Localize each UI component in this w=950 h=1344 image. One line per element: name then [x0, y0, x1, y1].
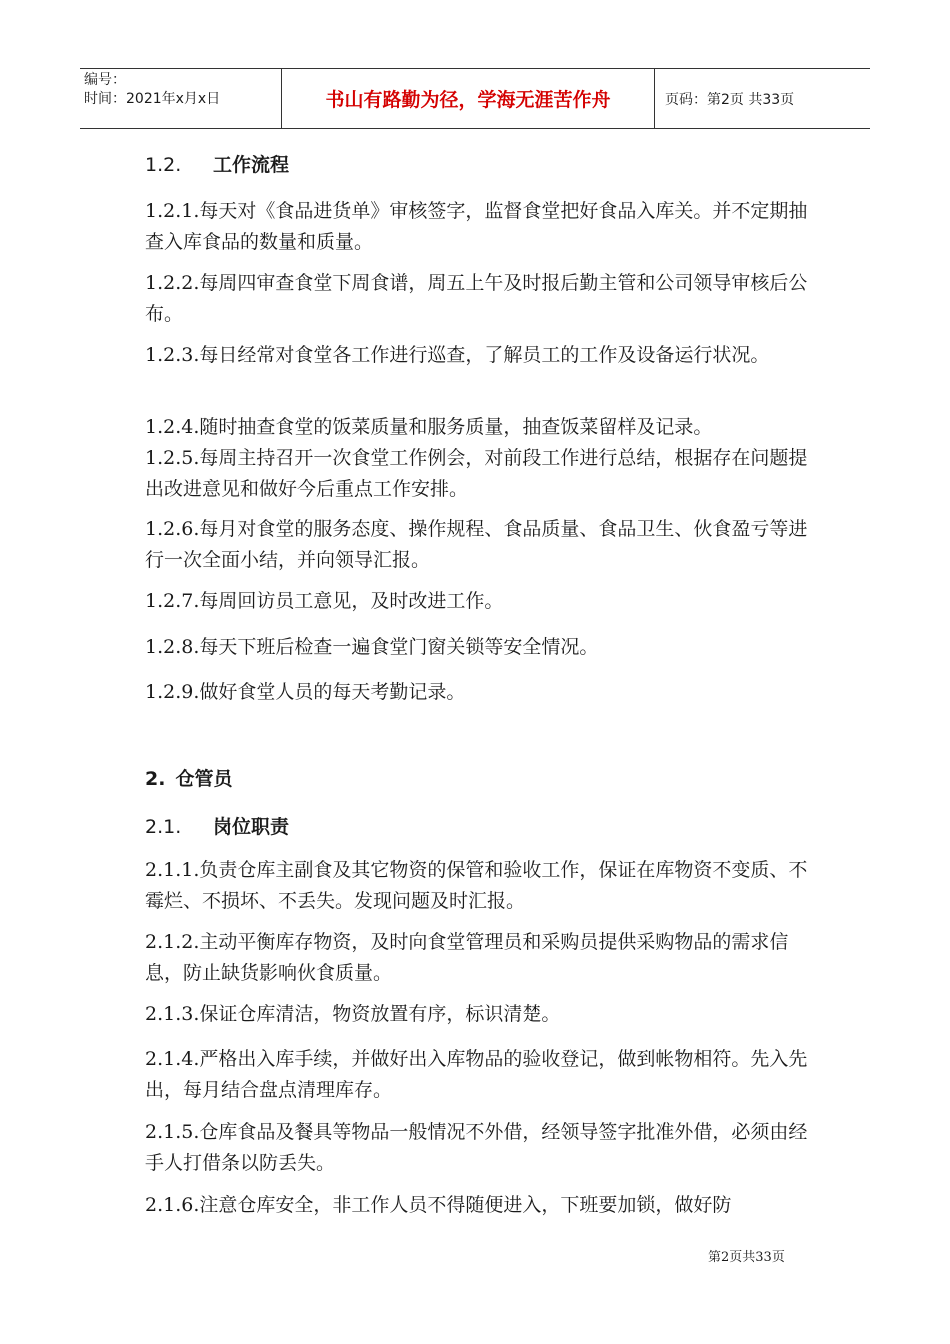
paragraph-1-2-5: 1.2.5.每周主持召开一次食堂工作例会，对前段工作进行总结，根据存在问题提出改进意见和做好今后重点工作安排。: [145, 447, 808, 500]
paragraph-1-2-4: 1.2.4.随时抽查食堂的饭菜质量和服务质量，抽查饭菜留样及记录。: [145, 416, 713, 438]
section-heading-1-2: [145, 150, 289, 181]
paragraph-1-2-6: 1.2.6.每月对食堂的服务态度、操作规程、食品质量、食品卫生、伙食盈亏等进行一次全面小结，并向领导汇报。: [145, 518, 808, 571]
paragraph-1-2-7: 1.2.7.每周回访员工意见，及时改进工作。: [145, 590, 504, 612]
section-number: 2.: [145, 768, 166, 790]
paragraph-1-2-3: 1.2.3.每日经常对食堂各工作进行巡查，了解员工的工作及设备运行状况。: [145, 344, 770, 366]
section-title: 仓管员: [175, 768, 233, 790]
paragraph-2-1-6: 2.1.6.注意仓库安全，非工作人员不得随便进入，下班要加锁，做好防: [145, 1194, 732, 1216]
section-heading-2: [145, 764, 232, 795]
header-time: 时间：2021年x月x日: [84, 91, 221, 107]
page-header: [80, 68, 870, 129]
paragraph-1-2-2: 1.2.2.每周四审查食堂下周食谱，周五上午及时报后勤主管和公司领导审核后公布。: [145, 272, 808, 325]
paragraph-1-2-8: 1.2.8.每天下班后检查一遍食堂门窗关锁等安全情况。: [145, 636, 599, 658]
paragraph-2-1-1: 2.1.1.负责仓库主副食及其它物资的保管和验收工作，保证在库物资不变质、不霉烂、不损坏、不丢失。发现问题及时汇报。: [145, 859, 808, 912]
paragraph-1-2-9: 1.2.9.做好食堂人员的每天考勤记录。: [145, 681, 466, 703]
paragraph-2-1-2: 2.1.2.主动平衡库存物资，及时向食堂管理员和采购员提供采购物品的需求信息，防止缺货影响伙食质量。: [145, 931, 789, 984]
paragraph-1-2-1: 1.2.1.每天对《食品进货单》审核签字，监督食堂把好食品入库关。并不定期抽查入库食品的数量和质量。: [145, 200, 808, 253]
section-number: 2.1.: [145, 816, 182, 838]
section-number: 1.2.: [145, 154, 182, 176]
header-page-number: 页码：第2页 共33页: [665, 91, 795, 108]
section-title: 岗位职责: [213, 816, 290, 838]
header-motto: 书山有路勤为径，学海无涯苦作舟: [282, 69, 655, 128]
paragraph-2-1-3: 2.1.3.保证仓库清洁，物资放置有序，标识清楚。: [145, 1003, 561, 1025]
paragraph-2-1-5: 2.1.5.仓库食品及餐具等物品一般情况不外借，经领导签字批准外借，必须由经手人打借条以防丢失。: [145, 1121, 808, 1174]
page-footer: 第2页共33页: [708, 1250, 785, 1265]
header-code: 编号：: [84, 72, 126, 88]
section-title: 工作流程: [213, 154, 290, 176]
section-heading-2-1: [145, 812, 289, 843]
header-meta: [80, 69, 282, 128]
paragraph-2-1-4: 2.1.4.严格出入库手续，并做好出入库物品的验收登记，做到帐物相符。先入先出，每月结合盘点清理库存。: [145, 1048, 808, 1101]
